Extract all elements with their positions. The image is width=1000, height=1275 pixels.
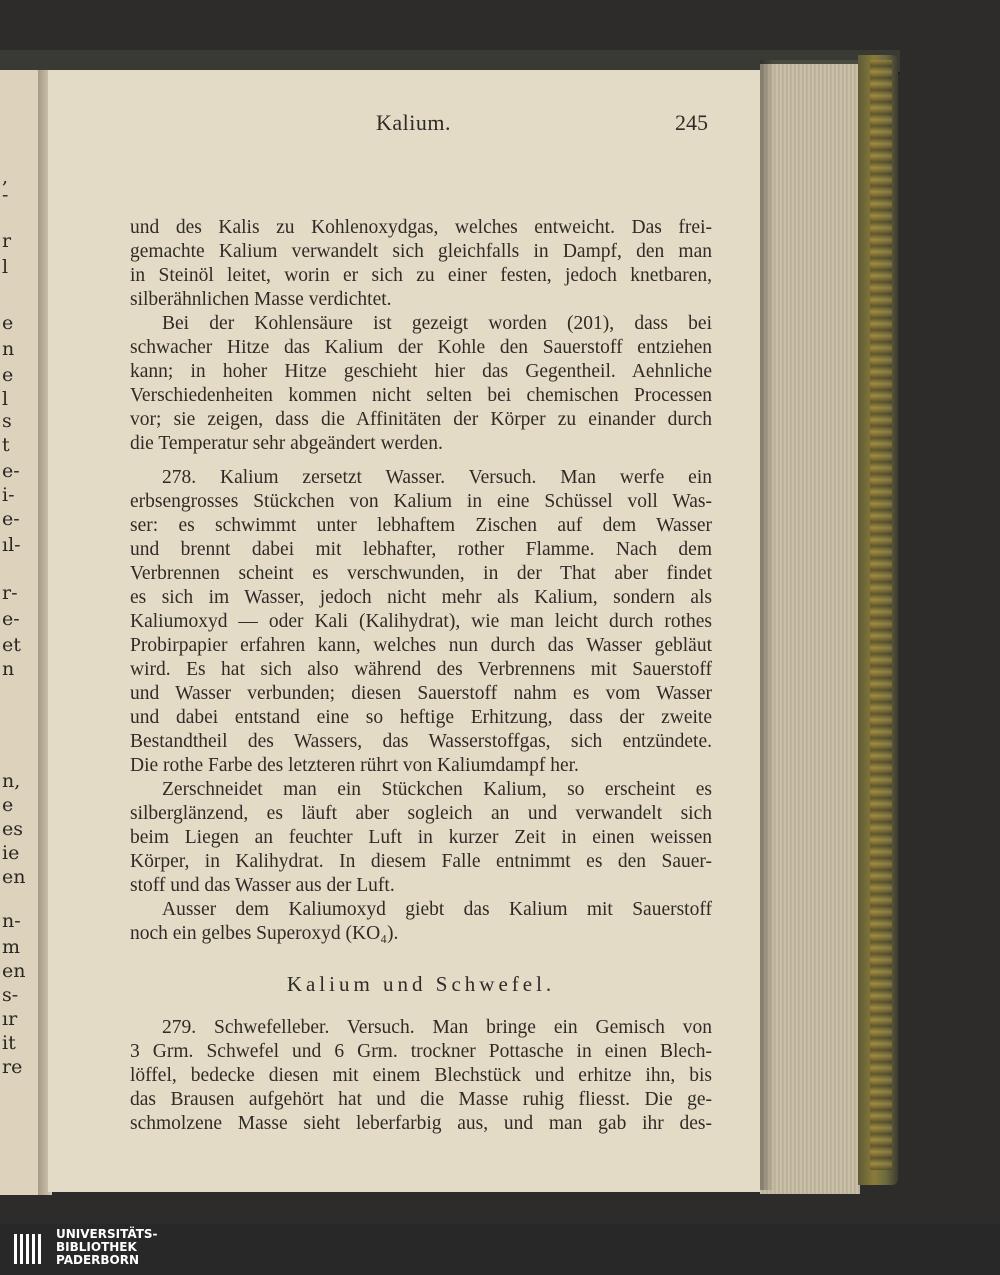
left-page-text-fragment: ır xyxy=(2,1008,18,1030)
text-line: und Wasser verbunden; diesen Sauerstoff nahm es vom Wasser xyxy=(130,683,712,704)
text-line: schmolzene Masse sieht leberfarbig aus, und man gab ihr des- xyxy=(130,1113,712,1134)
running-title: Kalium. xyxy=(376,110,451,135)
left-page-text-fragment: r xyxy=(2,230,12,252)
left-page-text-fragment: n- xyxy=(2,910,21,932)
text-line: beim Liegen an feuchter Luft in kurzer Zeit in einen weissen xyxy=(130,827,712,848)
text-line: ser: es schwimmt unter lebhaftem Zischen auf dem Wasser xyxy=(130,515,712,536)
left-page-text-fragment: n, xyxy=(2,770,21,792)
text-line: die Temperatur sehr abgeändert werden. xyxy=(130,433,443,454)
left-page-text-fragment: r- xyxy=(2,582,18,604)
text-line: stoff und das Wasser aus der Luft. xyxy=(130,875,395,896)
text-line: und dabei entstand eine so heftige Erhitzung, dass der zweite xyxy=(130,707,712,728)
page-number: 245 xyxy=(675,110,708,135)
running-header xyxy=(130,110,712,140)
left-page-text-fragment: n xyxy=(2,658,15,680)
text-line: Zerschneidet man ein Stückchen Kalium, so erscheint es xyxy=(162,779,712,800)
library-name xyxy=(56,1228,158,1267)
left-page-text-fragment: i- xyxy=(2,484,15,506)
left-page-text-fragment: l xyxy=(2,388,9,410)
library-name-line: UNIVERSITÄTS- xyxy=(56,1227,158,1241)
text-line: Ausser dem Kaliumoxyd giebt das Kalium mit Sauerstoff xyxy=(162,899,712,920)
left-page-text-fragment: en xyxy=(2,960,26,982)
left-page-text-fragment: en xyxy=(2,866,26,888)
left-page-text-fragment: ie xyxy=(2,842,20,864)
text-line: kann; in hoher Hitze geschieht hier das Gegentheil. Aehnliche xyxy=(130,361,712,382)
text-line: Bestandtheil des Wassers, das Wasserstoffgas, sich entzündete. xyxy=(130,731,712,752)
text-line: löffel, bedecke diesen mit einem Blechstück und erhitze ihn, bis xyxy=(130,1065,712,1086)
text-line: Verbrennen scheint es verschwunden, in der That aber findet xyxy=(130,563,712,584)
page xyxy=(48,70,760,1192)
text-line: Kaliumoxyd — oder Kali (Kalihydrat), wie man leicht durch rothes xyxy=(130,611,712,632)
library-name-line: BIBLIOTHEK xyxy=(56,1240,137,1254)
left-page-text-fragment: re xyxy=(2,1056,23,1078)
fore-edge xyxy=(760,60,860,1194)
left-page-text-fragment: s xyxy=(2,410,12,432)
text-line: und des Kalis zu Kohlenoxydgas, welches entweicht. Das frei- xyxy=(130,217,712,238)
text-line: und brennt dabei mit lebhafter, rother Flamme. Nach dem xyxy=(130,539,712,560)
left-page-edge xyxy=(0,70,40,1195)
text-line: Die rothe Farbe des letzteren rührt von Kaliumdampf her. xyxy=(130,755,579,776)
text-line: in Steinöl leitet, worin er sich zu einer festen, jedoch knetbaren, xyxy=(130,265,712,286)
left-page-text-fragment: et xyxy=(2,634,21,656)
text-line: 278. Kalium zersetzt Wasser. Versuch. Man werfe ein xyxy=(162,467,712,488)
left-page-text-fragment: n xyxy=(2,338,15,360)
left-page-text-fragment: ıl- xyxy=(2,534,21,556)
text-line: Probirpapier erfahren kann, welches nun durch das Wasser gebläut xyxy=(130,635,712,656)
left-page-text-fragment: it xyxy=(2,1032,16,1054)
text-line: schwacher Hitze das Kalium der Kohle den Sauerstoff entziehen xyxy=(130,337,712,358)
left-page-text-fragment: e- xyxy=(2,460,20,482)
section-heading: Kalium und Schwefel. xyxy=(286,972,556,996)
text-line: gemachte Kalium verwandelt sich gleichfalls in Dampf, den man xyxy=(130,241,712,262)
left-page-text-fragment: , xyxy=(2,166,9,188)
library-name-line: PADERBORN xyxy=(56,1253,140,1267)
text-line: Bei der Kohlensäure ist gezeigt worden (201), dass bei xyxy=(162,313,712,334)
left-page-text-fragment: e- xyxy=(2,508,20,530)
left-page-text-fragment: s- xyxy=(2,984,19,1006)
text-line: noch ein gelbes Superoxyd (KO₄). xyxy=(130,923,399,944)
left-page-text-fragment: l xyxy=(2,256,9,278)
text-line: Körper, in Kalihydrat. In diesem Falle entnimmt es den Sauer- xyxy=(130,851,712,872)
left-page-text-fragment: t xyxy=(2,434,10,456)
text-line: 3 Grm. Schwefel und 6 Grm. trockner Pottasche in einen Blech- xyxy=(130,1041,712,1062)
left-page-text-fragment: m xyxy=(2,936,21,958)
text-line: 279. Schwefelleber. Versuch. Man bringe ein Gemisch von xyxy=(162,1017,712,1038)
text-line: erbsengrosses Stückchen von Kalium in eine Schüssel voll Was- xyxy=(130,491,712,512)
left-page-text-fragment: e- xyxy=(2,608,20,630)
fore-edge-shadow xyxy=(760,60,774,1190)
left-page-text-fragment: e xyxy=(2,794,14,816)
text-line: vor; sie zeigen, dass die Affinitäten der Körper zu einander durch xyxy=(130,409,712,430)
text-line: es sich im Wasser, jedoch nicht mehr als Kalium, sondern als xyxy=(130,587,712,608)
footer-bar xyxy=(0,1224,1000,1275)
text-line: das Brausen aufgehört hat und die Masse ruhig fliesst. Die ge- xyxy=(130,1089,712,1110)
cover-texture xyxy=(870,60,892,1170)
text-line: wird. Es hat sich also während des Verbrennens mit Sauerstoff xyxy=(130,659,712,680)
left-page-text-fragment: - xyxy=(2,184,9,206)
text-line: silberglänzend, es läuft aber sogleich an und verwandelt sich xyxy=(130,803,712,824)
text-line: silberähnlichen Masse verdichtet. xyxy=(130,289,392,310)
text-line: Verschiedenheiten kommen nicht selten bei chemischen Processen xyxy=(130,385,712,406)
library-logo-icon xyxy=(12,1230,48,1268)
left-page-text-fragment: e xyxy=(2,364,14,386)
left-page-text-fragment: es xyxy=(2,818,23,840)
left-page-text-fragment: e xyxy=(2,312,14,334)
